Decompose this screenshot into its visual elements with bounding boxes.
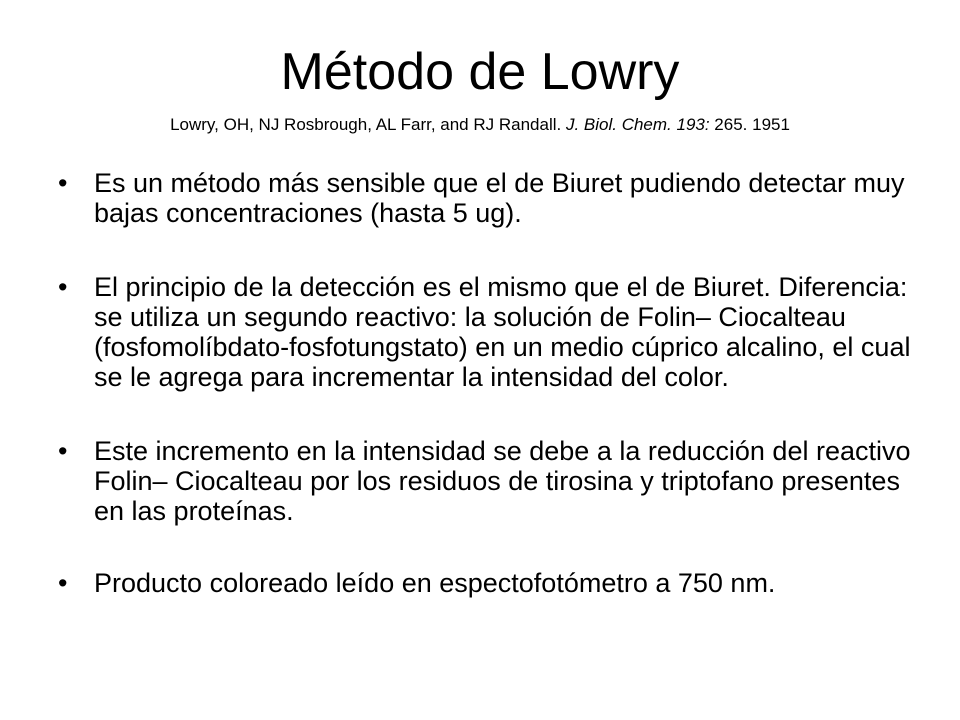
citation-pages-year: 265. 1951 [709, 115, 790, 134]
bullet-text: El principio de la detección es el mismo que el de Biuret. Diferencia: se utiliza un segundo reactivo: la solución de Folin– Ciocalteau (fosfomolíbdato-fosfotungstato) en un medio cúprico alcalino, el cual se le agrega para incrementar la intensidad del color. [94, 272, 911, 392]
bullet-icon: • [58, 436, 68, 466]
bullet-item [58, 272, 918, 392]
slide-title: Método de Lowry [280, 43, 680, 101]
bullet-text: Producto coloreado leído en espectofotómetro a 750 nm. [94, 568, 776, 598]
citation-journal: J. Biol. Chem. 193: [565, 115, 710, 134]
bullet-list [58, 168, 918, 598]
bullet-icon: • [58, 272, 68, 302]
bullet-text: Es un método más sensible que el de Biuret pudiendo detectar muy bajas concentraciones (hasta 5 ug). [94, 168, 905, 228]
bullet-text: Este incremento en la intensidad se debe a la reducción del reactivo Folin– Ciocalteau por los residuos de tirosina y triptofano presentes en las proteínas. [94, 436, 911, 526]
bullet-item [58, 436, 918, 526]
citation-authors: Lowry, OH, NJ Rosbrough, AL Farr, and RJ Randall. [170, 115, 566, 134]
bullet-icon: • [58, 568, 68, 598]
bullet-item [58, 168, 918, 228]
citation [0, 114, 960, 136]
bullet-icon: • [58, 168, 68, 198]
bullet-item [58, 568, 918, 598]
